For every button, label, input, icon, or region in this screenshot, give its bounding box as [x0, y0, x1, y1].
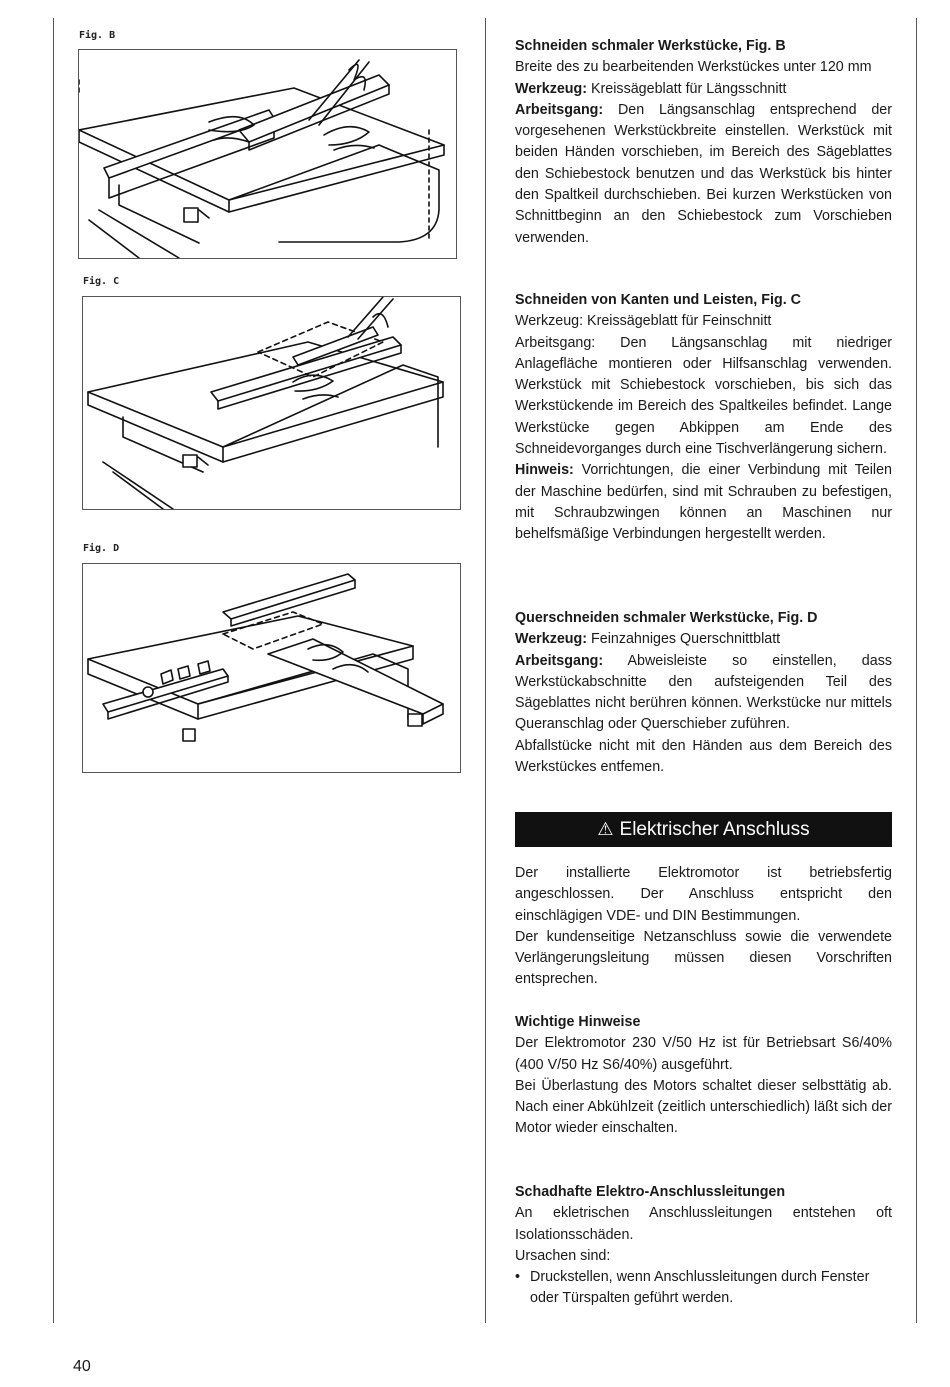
heading-fig-d: Querschneiden schmaler Werkstücke, Fig. D	[515, 610, 818, 626]
heading-fig-b: Schneiden schmaler Werkstücke, Fig. B	[515, 38, 786, 54]
step-value-d: Abweisleiste so einstellen, dass Werkstückabschnitte den aufsteigenden Teil des Sägeblattes nicht berühren können. Werkstücke nur mittels Queranschlag oder Querschieber zuführen.	[515, 652, 892, 733]
fig-c-label: Fig. C	[83, 276, 120, 287]
tool-label-b: Werkzeug:	[515, 80, 588, 97]
step-paragraph-d	[515, 651, 892, 736]
note-paragraph-c	[515, 460, 892, 545]
heading-damaged-cables: Schadhafte Elektro-Anschlussleitungen	[515, 1184, 786, 1200]
bullet-mark: •	[515, 1269, 521, 1286]
waste-note-d: Abfallstücke nicht mit den Händen aus dem Bereich des Werkstückes entfemen.	[515, 737, 892, 776]
section-banner-electrical	[515, 812, 892, 847]
tool-line-c: Werkzeug: Kreissägeblatt für Feinschnitt	[515, 313, 772, 330]
damaged-cables	[515, 1182, 892, 1310]
banner-title: Elektrischer Anschluss	[619, 818, 810, 840]
important-hints	[515, 1012, 892, 1140]
column-rule-right	[916, 18, 917, 1323]
electrical-intro	[515, 863, 892, 991]
column-rule-left	[53, 18, 54, 1323]
damaged-paragraph-2: Ursachen sind:	[515, 1247, 611, 1264]
tool-value-d: Feinzahniges Querschnittblatt	[587, 631, 781, 648]
fig-d-illustration	[82, 563, 461, 773]
electrical-paragraph-1: Der installierte Elektromotor ist betriebsfertig angeschlossen. Der Anschluss entspricht den einschlägigen VDE- und DIN Bestimmungen.	[515, 865, 892, 924]
step-value-b: Den Längsanschlag entsprechend der vorgesehenen Werkstückbreite einstellen. Werkstück mit beiden Händen vorschieben, im Bereich des Sägeblattes den Schiebestock benutzen und das Werkstück bis hinter den Spaltkeil durchschieben. Bei kurzen Werkstücken von Schnittbeginn an den Schiebestock zum Vorschieben verwenden.	[515, 101, 892, 246]
heading-fig-c: Schneiden von Kanten und Leisten, Fig. C	[515, 292, 801, 308]
step-paragraph-b	[515, 100, 892, 249]
page-number: 40	[73, 1358, 91, 1375]
list-item	[515, 1267, 892, 1310]
section-cross-cutting	[515, 608, 892, 778]
section-narrow-workpieces	[515, 36, 892, 249]
note-label-c: Hinweis:	[515, 462, 574, 479]
note-value-c: Vorrichtungen, die einer Verbindung mit Teilen der Maschine bedürfen, sind mit Schrauben zu befestigen, mit Schraubzwingen können an Maschinen nur behelfsmäßige Verbindungen hergestellt werden.	[515, 462, 892, 543]
width-note: Breite des zu bearbeitenden Werkstückes unter 120 mm	[515, 59, 872, 76]
step-paragraph-c: Arbeitsgang: Den Längsanschlag mit niedriger Anlagefläche montieren oder Hilfsanschlag verwenden. Werkstück mit Schiebestock vorschieben, bis sich das Werkstückende im Bereich des Spaltkeiles befindet. Lange Werkstücke gegen Abkippen am Ende des Schneidevorganges durch eine Tischverlängerung sichern.	[515, 334, 892, 458]
fig-d-label: Fig. D	[83, 543, 120, 554]
section-edges-strips	[515, 290, 892, 546]
column-rule-middle	[485, 18, 486, 1323]
fig-b-label: Fig. B	[79, 30, 116, 41]
tool-line-b	[515, 79, 892, 100]
tool-value-b: Kreissägeblatt für Längsschnitt	[587, 80, 787, 97]
heading-important-hints: Wichtige Hinweise	[515, 1014, 641, 1030]
electrical-paragraph-2: Der kundenseitige Netzanschluss sowie die verwendete Verlängerungsleitung müssen diesen Vorschriften entsprechen.	[515, 928, 892, 988]
fig-b-illustration	[78, 49, 457, 259]
fig-c-illustration	[82, 296, 461, 510]
tool-line-d	[515, 629, 892, 650]
tool-label-d: Werkzeug:	[515, 631, 588, 648]
bullet-text: Druckstellen, wenn Anschlussleitungen durch Fenster oder Türspalten geführt werden.	[530, 1269, 870, 1307]
hints-paragraph-2: Bei Überlastung des Motors schaltet dieser selbsttätig ab. Nach einer Abkühlzeit (zeitlich unterschiedlich) läßt sich der Motor wieder einschalten.	[515, 1077, 892, 1137]
warning-triangle-icon: ⚠	[597, 819, 614, 839]
step-label-d: Arbeitsgang:	[515, 652, 604, 669]
hints-paragraph-1: Der Elektromotor 230 V/50 Hz ist für Betriebsart S6/40% (400 V/50 Hz S6/40%) ausgeführt.	[515, 1035, 892, 1073]
damaged-paragraph-1: An ekletrischen Anschlussleitungen entstehen oft Isolationsschäden.	[515, 1205, 892, 1243]
step-label-b: Arbeitsgang:	[515, 101, 604, 118]
